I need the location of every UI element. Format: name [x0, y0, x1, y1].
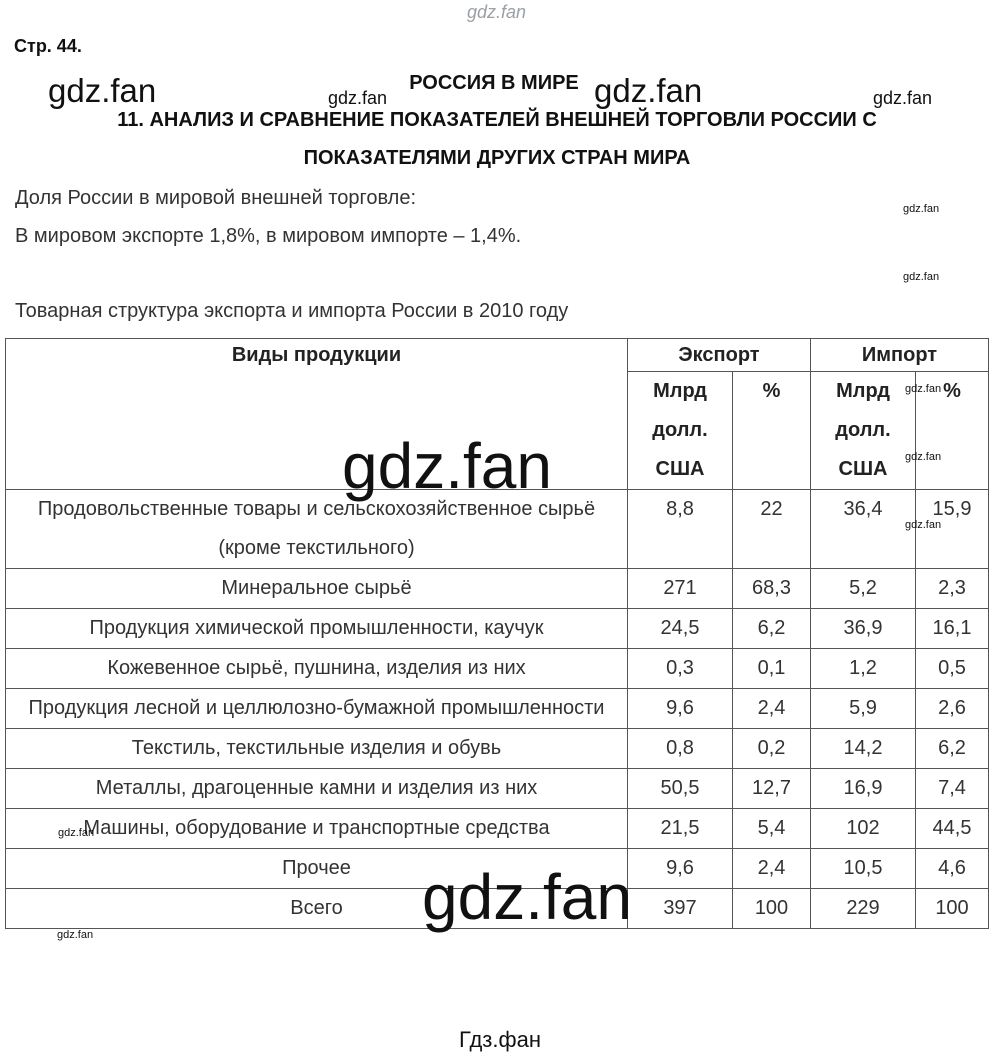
- watermark: gdz.fan: [328, 88, 388, 108]
- row-category: Минеральное сырьё: [6, 569, 628, 609]
- row-export-pct: 100: [733, 889, 811, 929]
- heading-line-2: ПОКАЗАТЕЛЯМИ ДРУГИХ СТРАН МИРА: [303, 147, 691, 169]
- row-import-pct: 16,1: [916, 609, 989, 649]
- header-export-percent: %: [733, 372, 811, 490]
- row-export-bln: 8,8: [628, 490, 733, 569]
- table-row: [6, 569, 989, 609]
- row-import-bln: 36,4: [811, 490, 916, 569]
- header-export: Экспорт: [628, 339, 811, 372]
- table-row: [6, 609, 989, 649]
- watermark: gdz.fan: [58, 827, 95, 839]
- watermark: gdz.fan: [905, 383, 942, 395]
- table-caption: Товарная структура экспорта и импорта России в 2010 году: [15, 300, 569, 322]
- row-export-pct: 22: [733, 490, 811, 569]
- share-values: В мировом экспорте 1,8%, в мировом импорте – 1,4%.: [15, 225, 522, 247]
- row-category: Продовольственные товары и сельскохозяйственное сырьё (кроме текстильного): [6, 490, 628, 569]
- row-import-bln: 229: [811, 889, 916, 929]
- row-export-pct: 0,2: [733, 729, 811, 769]
- table-row: [6, 689, 989, 729]
- row-export-pct: 0,1: [733, 649, 811, 689]
- row-export-bln: 9,6: [628, 689, 733, 729]
- row-export-pct: 6,2: [733, 609, 811, 649]
- row-import-bln: 16,9: [811, 769, 916, 809]
- row-export-pct: 2,4: [733, 689, 811, 729]
- row-category: Кожевенное сырьё, пушнина, изделия из них: [6, 649, 628, 689]
- row-category: Продукция лесной и целлюлозно-бумажной промышленности: [6, 689, 628, 729]
- row-import-pct: 100: [916, 889, 989, 929]
- header-export-bln-usd: Млрд долл. США: [628, 372, 733, 490]
- row-export-pct: 2,4: [733, 849, 811, 889]
- row-import-bln: 36,9: [811, 609, 916, 649]
- watermark: gdz.fan: [903, 203, 940, 215]
- row-category: Текстиль, текстильные изделия и обувь: [6, 729, 628, 769]
- row-category: Машины, оборудование и транспортные средства: [6, 809, 628, 849]
- row-import-pct: 15,9: [916, 490, 989, 569]
- row-export-bln: 0,8: [628, 729, 733, 769]
- watermark: gdz.fan: [594, 72, 703, 109]
- row-export-bln: 21,5: [628, 809, 733, 849]
- watermark: gdz.fan: [873, 88, 933, 108]
- table-row: [6, 809, 989, 849]
- row-export-pct: 5,4: [733, 809, 811, 849]
- row-category: Металлы, драгоценные камни и изделия из них: [6, 769, 628, 809]
- row-category: Всего: [6, 889, 628, 929]
- row-category: Продукция химической промышленности, каучук: [6, 609, 628, 649]
- table-row: [6, 729, 989, 769]
- row-export-bln: 24,5: [628, 609, 733, 649]
- row-export-bln: 0,3: [628, 649, 733, 689]
- row-import-pct: 6,2: [916, 729, 989, 769]
- watermark: gdz.fan: [48, 72, 157, 109]
- row-import-bln: 5,2: [811, 569, 916, 609]
- trade-structure-table: [5, 338, 989, 933]
- header-import-percent: %: [916, 372, 989, 490]
- watermark: gdz.fan: [903, 271, 940, 283]
- row-import-bln: 1,2: [811, 649, 916, 689]
- row-import-bln: 5,9: [811, 689, 916, 729]
- watermark: gdz.fan: [57, 929, 94, 941]
- row-import-pct: 2,6: [916, 689, 989, 729]
- table-row: [6, 769, 989, 809]
- row-import-bln: 14,2: [811, 729, 916, 769]
- row-import-bln: 10,5: [811, 849, 916, 889]
- row-export-pct: 68,3: [733, 569, 811, 609]
- row-import-pct: 44,5: [916, 809, 989, 849]
- page-label: Стр. 44.: [14, 36, 82, 56]
- row-import-pct: 2,3: [916, 569, 989, 609]
- watermark: gdz.fan: [422, 861, 632, 933]
- row-export-bln: 397: [628, 889, 733, 929]
- row-export-bln: 9,6: [628, 849, 733, 889]
- row-import-bln: 102: [811, 809, 916, 849]
- row-import-pct: 4,6: [916, 849, 989, 889]
- header-import-bln-usd: Млрд долл. США: [811, 372, 916, 490]
- table-row: [6, 649, 989, 689]
- row-import-pct: 0,5: [916, 649, 989, 689]
- row-category: Прочее: [6, 849, 628, 889]
- row-import-pct: 7,4: [916, 769, 989, 809]
- section-title: РОССИЯ В МИРЕ: [409, 72, 579, 94]
- header-import: Импорт: [811, 339, 989, 372]
- watermark: gdz.fan: [905, 519, 942, 531]
- row-export-bln: 50,5: [628, 769, 733, 809]
- share-label: Доля России в мировой внешней торговле:: [15, 187, 417, 209]
- heading-line-1: 11. АНАЛИЗ И СРАВНЕНИЕ ПОКАЗАТЕЛЕЙ ВНЕШНЕЙ ТОРГОВЛИ РОССИИ С: [117, 109, 877, 131]
- watermark: gdz.fan: [905, 451, 942, 463]
- watermark: gdz.fan: [342, 430, 552, 502]
- footer-watermark: Гдз.фан: [459, 1027, 541, 1052]
- header-category: Виды продукции: [6, 339, 628, 490]
- row-export-bln: 271: [628, 569, 733, 609]
- row-export-pct: 12,7: [733, 769, 811, 809]
- watermark-top: gdz.fan: [467, 2, 527, 22]
